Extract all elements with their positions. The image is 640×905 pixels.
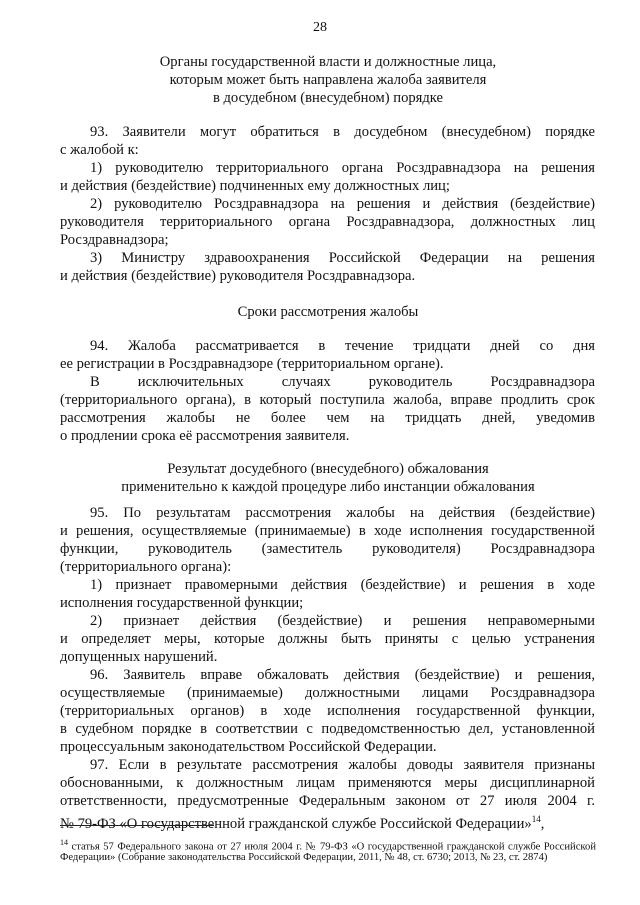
paragraph-96-line: процессуальным законодательством Российской Федерации.: [60, 739, 437, 755]
paragraph-97-line: [60, 810, 595, 833]
paragraph-97-line: ответственности, предусмотренные Федеральным законом от 27 июля 2004 г.: [60, 793, 595, 809]
paragraph-95-line: функции, руководитель (заместитель руководителя) Росздравнадзора: [60, 541, 595, 557]
paragraph-96-line: осуществляемые (принимаемые) должностными лицами Росздравнадзора: [60, 685, 595, 701]
paragraph-93-line: руководителя территориального органа Росздравнадзора, должностных лиц: [60, 214, 595, 230]
paragraph-94-line: о продлении срока её рассмотрения заявителя.: [60, 428, 350, 444]
paragraph-94-line: 94. Жалоба рассматривается в течение тридцати дней со дня: [90, 338, 595, 354]
footnote-line: Федерации» (Собрание законодательства Российской Федерации, 2011, № 48, ст. 6730; 2013, № 23, ст. 2874): [60, 852, 548, 863]
paragraph-93-line: 2) руководителю Росздравнадзора на решения и действия (бездействие): [90, 196, 595, 212]
heading-terms: Сроки рассмотрения жалобы: [237, 304, 419, 320]
paragraph-95-line: исполнения государственной функции;: [60, 595, 304, 611]
paragraph-94-line: В исключительных случаях руководитель Росздравнадзора: [90, 374, 595, 390]
paragraph-96-line: в судебном порядке в соответствии с подведомственностью дел, установленной: [60, 721, 595, 737]
paragraph-95-line: 95. По результатам рассмотрения жалобы на действия (бездействие): [90, 505, 595, 521]
heading-line: применительно к каждой процедуре либо инстанции обжалования: [121, 479, 535, 495]
paragraph-96-line: 96. Заявитель вправе обжаловать действия (бездействие) и решения,: [90, 667, 595, 683]
footnote-reference: 14: [531, 814, 541, 824]
paragraph-95-line: 1) признает правомерными действия (бездействие) и решения в ходе: [90, 577, 595, 593]
paragraph-93-line: и действия (бездействие) руководителя Росздравнадзора.: [60, 268, 416, 284]
paragraph-93-line: 3) Министру здравоохранения Российской Федерации на решения: [90, 250, 595, 266]
heading-appeal-bodies: [60, 53, 596, 107]
heading-appeal-result: [60, 460, 596, 496]
page-number: 28: [313, 20, 327, 35]
paragraph-97-line: обоснованными, к должностным лицам применяются меры дисциплинарной: [60, 775, 595, 791]
footnote-marker: 14: [60, 838, 68, 847]
heading-line: которым может быть направлена жалоба заявителя: [169, 72, 487, 88]
paragraph-94-line: рассмотрения жалобы не более чем на тридцать дней, уведомив: [60, 410, 595, 426]
paragraph-95-line: 2) признает действия (бездействие) и решения неправомерными: [90, 613, 595, 629]
paragraph-93-line: с жалобой к:: [60, 142, 139, 158]
heading-line: Органы государственной власти и должностные лица,: [159, 54, 497, 70]
trailing-comma: ,: [540, 815, 545, 832]
paragraph-97-text: № 79-ФЗ «О государственной гражданской службе Российской Федерации»: [60, 815, 532, 832]
paragraph-95-line: и определяет меры, которые должны быть приняты с целью устранения: [60, 631, 595, 647]
paragraph-97-line: 97. Если в результате рассмотрения жалобы доводы заявителя признаны: [90, 757, 595, 773]
footnote-separator: [60, 825, 214, 826]
heading-line: в досудебном (внесудебном) порядке: [212, 90, 444, 106]
paragraph-93-line: 93. Заявители могут обратиться в досудебном (внесудебном) порядке: [90, 124, 595, 140]
heading-line: Результат досудебного (внесудебного) обжалования: [167, 461, 489, 477]
paragraph-94-line: ее регистрации в Росздравнадзоре (территориальном органе).: [60, 356, 444, 372]
paragraph-94-line: (территориального органа), в который поступила жалоба, вправе продлить срок: [60, 392, 595, 408]
paragraph-96-line: (территориальных органов) в ходе исполнения государственной функции,: [60, 703, 595, 719]
paragraph-93-line: 1) руководителю территориального органа Росздравнадзора на решения: [90, 160, 595, 176]
paragraph-95-line: допущенных нарушений.: [60, 649, 218, 665]
paragraph-95-line: и решения, осуществляемые (принимаемые) в ходе исполнения государственной: [60, 523, 595, 539]
paragraph-95-line: (территориального органа):: [60, 559, 232, 575]
footnote-text: статья 57 Федерального закона от 27 июля 2004 г. № 79-ФЗ «О государственной гражданской службе Российской: [71, 841, 596, 853]
paragraph-93-line: и действия (бездействие) подчиненных ему должностных лиц;: [60, 178, 450, 194]
paragraph-93-line: Росздравнадзора;: [60, 232, 169, 248]
